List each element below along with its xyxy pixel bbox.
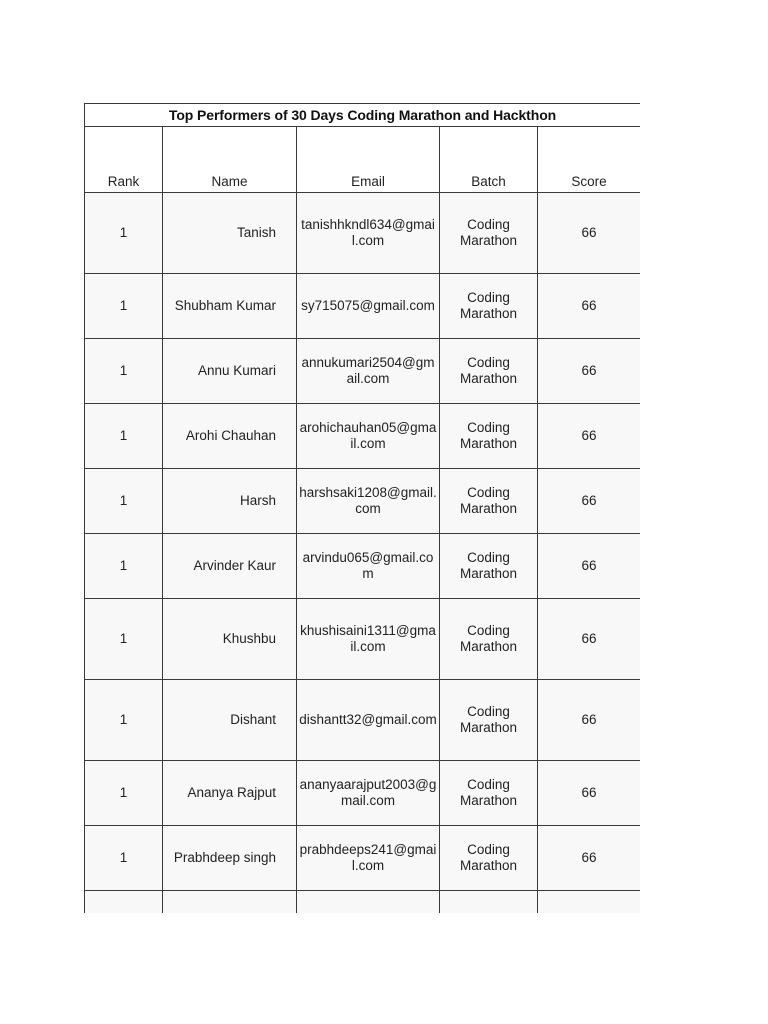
empty-cell [440,891,538,914]
batch-cell: Coding Marathon [440,826,538,891]
score-cell: 66 [538,193,641,274]
column-header-name: Name [163,127,297,193]
table-row [85,761,641,826]
table-row [85,193,641,274]
rank-cell: 1 [85,599,163,680]
rank-cell: 1 [85,469,163,534]
score-cell: 66 [538,404,641,469]
table-row-partial [85,891,641,914]
rank-cell: 1 [85,761,163,826]
name-cell: Annu Kumari [163,339,297,404]
batch-cell: Coding Marathon [440,274,538,339]
batch-cell: Coding Marathon [440,404,538,469]
batch-cell: Coding Marathon [440,339,538,404]
table-row [85,680,641,761]
name-cell: Dishant [163,680,297,761]
email-cell: annukumari2504@gmail.com [297,339,440,404]
column-header-batch: Batch [440,127,538,193]
batch-cell: Coding Marathon [440,599,538,680]
email-cell: dishantt32@gmail.com [297,680,440,761]
batch-cell: Coding Marathon [440,761,538,826]
column-header-row [85,127,641,193]
batch-cell: Coding Marathon [440,193,538,274]
title-row [85,104,641,127]
name-cell: Shubham Kumar [163,274,297,339]
rank-cell: 1 [85,404,163,469]
rank-cell: 1 [85,826,163,891]
email-cell: khushisaini1311@gmail.com [297,599,440,680]
score-cell: 66 [538,599,641,680]
table-row [85,339,641,404]
rank-cell: 1 [85,274,163,339]
batch-cell: Coding Marathon [440,469,538,534]
table-row [85,534,641,599]
email-cell: tanishhkndl634@gmail.com [297,193,440,274]
table-row [85,599,641,680]
email-cell: harshsaki1208@gmail.com [297,469,440,534]
email-cell: arvindu065@gmail.com [297,534,440,599]
score-cell: 66 [538,761,641,826]
column-header-email: Email [297,127,440,193]
email-cell: ananyaarajput2003@gmail.com [297,761,440,826]
rank-cell: 1 [85,534,163,599]
name-cell: Tanish [163,193,297,274]
name-cell: Prabhdeep singh [163,826,297,891]
score-cell: 66 [538,826,641,891]
email-cell: prabhdeeps241@gmail.com [297,826,440,891]
table-body [85,193,641,914]
email-cell: arohichauhan05@gmail.com [297,404,440,469]
empty-cell [538,891,641,914]
batch-cell: Coding Marathon [440,680,538,761]
table-row [85,404,641,469]
leaderboard-sheet [84,103,640,913]
empty-cell [297,891,440,914]
empty-cell [163,891,297,914]
name-cell: Ananya Rajput [163,761,297,826]
table-row [85,469,641,534]
empty-cell [85,891,163,914]
leaderboard-table [84,103,640,913]
column-header-score: Score [538,127,641,193]
table-row [85,826,641,891]
name-cell: Khushbu [163,599,297,680]
table-row [85,274,641,339]
email-cell: sy715075@gmail.com [297,274,440,339]
score-cell: 66 [538,469,641,534]
name-cell: Harsh [163,469,297,534]
score-cell: 66 [538,339,641,404]
score-cell: 66 [538,534,641,599]
rank-cell: 1 [85,193,163,274]
rank-cell: 1 [85,339,163,404]
score-cell: 66 [538,680,641,761]
batch-cell: Coding Marathon [440,534,538,599]
score-cell: 66 [538,274,641,339]
name-cell: Arvinder Kaur [163,534,297,599]
column-header-rank: Rank [85,127,163,193]
name-cell: Arohi Chauhan [163,404,297,469]
rank-cell: 1 [85,680,163,761]
table-title: Top Performers of 30 Days Coding Marathon and Hackthon [85,104,641,127]
